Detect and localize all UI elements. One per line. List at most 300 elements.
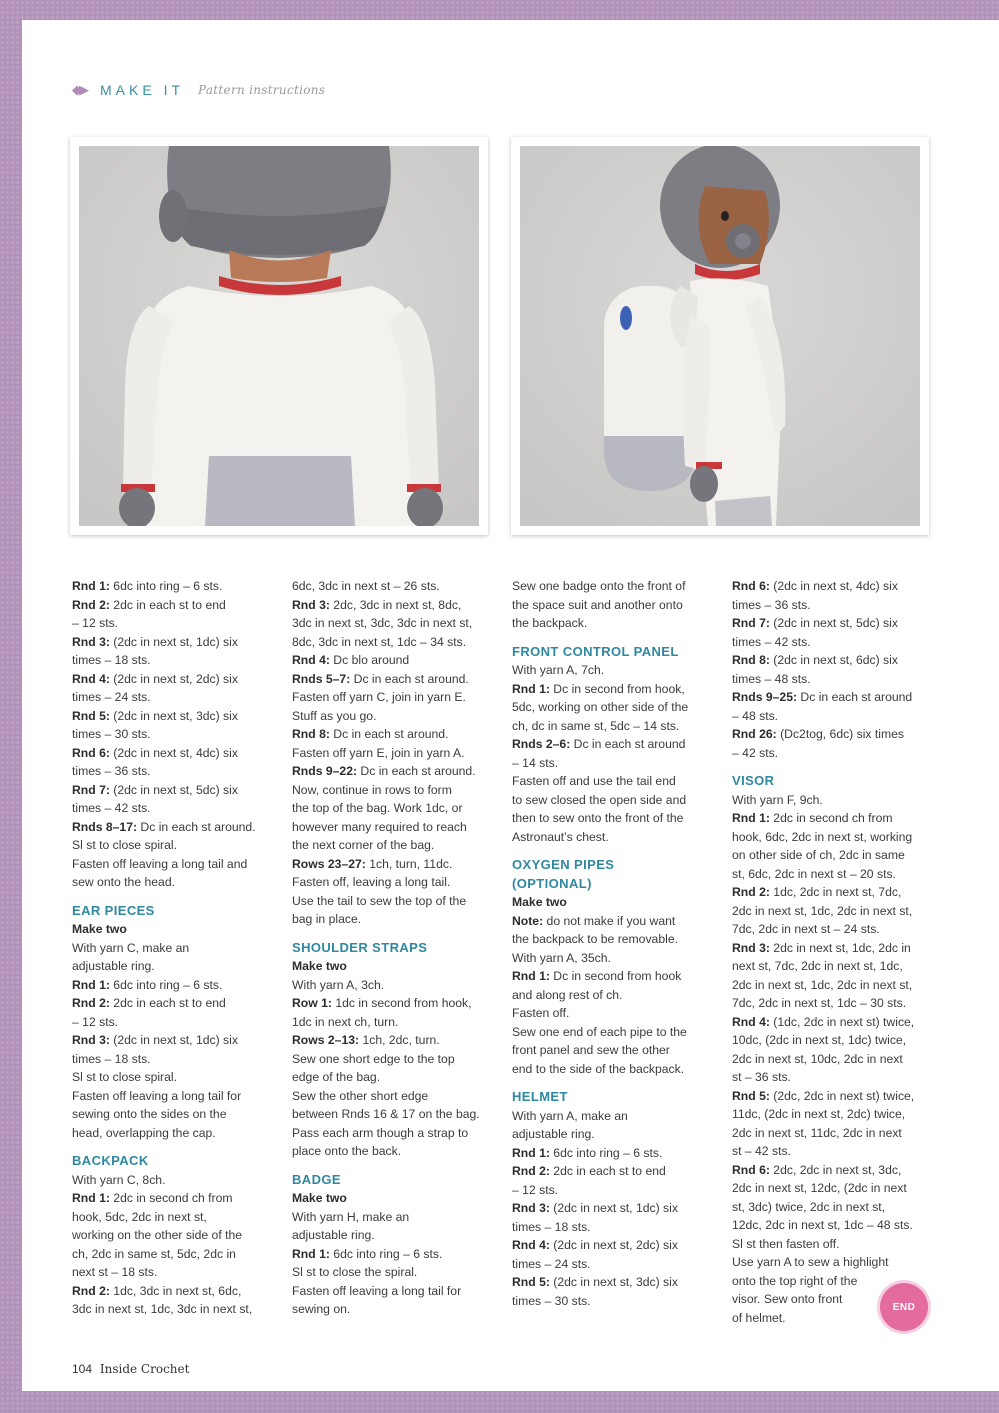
instruction-text: With yarn H, make an bbox=[292, 1209, 410, 1224]
section-heading: FRONT CONTROL PANEL bbox=[512, 643, 679, 659]
instruction-line bbox=[72, 781, 277, 800]
instruction-line bbox=[292, 1208, 497, 1227]
sub-heading: Make two bbox=[292, 959, 347, 973]
instruction-line bbox=[292, 873, 497, 892]
instruction-text: (2dc in next st, 1dc) six bbox=[109, 1033, 238, 1047]
section-heading: VISOR bbox=[732, 773, 775, 788]
instruction-line bbox=[732, 707, 937, 726]
instruction-text: (2dc, 2dc in next st) twice, bbox=[769, 1088, 915, 1103]
instruction-line bbox=[512, 1023, 717, 1042]
instruction-line bbox=[292, 596, 497, 615]
instruction-text: times – 42 sts. bbox=[732, 634, 811, 649]
instruction-text: ch, dc in same st, 5dc – 14 sts. bbox=[512, 718, 680, 733]
instruction-line bbox=[512, 809, 717, 828]
instruction-line bbox=[72, 633, 277, 652]
instruction-text: 7dc, 2dc in next st, 1dc – 30 sts. bbox=[732, 996, 907, 1010]
instruction-text: – 12 sts. bbox=[72, 616, 119, 630]
round-label: Rnd 5: bbox=[732, 1088, 770, 1103]
instruction-text: 2dc, 2dc in next st, 3dc, bbox=[769, 1162, 902, 1177]
instruction-text: With yarn A, 35ch. bbox=[512, 950, 611, 965]
instruction-line bbox=[732, 920, 937, 939]
instruction-line bbox=[72, 1105, 277, 1124]
section-subtitle: Pattern instructions bbox=[198, 83, 326, 97]
instruction-text: the backpack to be removable. bbox=[512, 932, 678, 946]
instruction-text: 2dc in next st, 10dc, 2dc in next bbox=[732, 1051, 903, 1066]
instruction-text: times – 30 sts. bbox=[72, 727, 151, 741]
instruction-text: (2dc in next st, 3dc) six bbox=[109, 708, 238, 723]
sub-heading: Make two bbox=[72, 922, 127, 936]
instruction-text: times – 42 sts. bbox=[72, 801, 151, 815]
text-column-3 bbox=[512, 577, 717, 1310]
instruction-text: Fasten off and use the tail end bbox=[512, 774, 676, 788]
section-heading: EAR PIECES bbox=[72, 902, 155, 918]
instruction-line bbox=[732, 828, 937, 847]
instruction-text: times – 18 sts. bbox=[72, 1051, 151, 1066]
instruction-line bbox=[292, 1282, 497, 1301]
round-label: Rnd 2: bbox=[732, 885, 770, 899]
instruction-text: 6dc into ring – 6 sts. bbox=[549, 1145, 663, 1160]
text-column-2 bbox=[292, 577, 497, 1319]
round-label: Rows 2–13: bbox=[292, 1033, 360, 1047]
instruction-text: Sew one short edge to the top bbox=[292, 1051, 455, 1066]
instruction-line bbox=[292, 799, 497, 818]
instruction-line bbox=[292, 994, 497, 1013]
instruction-line bbox=[732, 596, 937, 615]
instruction-line bbox=[72, 651, 277, 670]
instruction-line bbox=[72, 873, 277, 892]
instruction-line bbox=[732, 1216, 937, 1235]
round-label: Rnd 6: bbox=[732, 1162, 770, 1177]
instruction-text: 10dc, (2dc in next st, 1dc) twice, bbox=[732, 1033, 907, 1047]
instruction-text: of helmet. bbox=[732, 1310, 786, 1325]
instruction-line bbox=[732, 577, 937, 596]
instruction-text: Astronaut’s chest. bbox=[512, 829, 609, 844]
instruction-text: times – 30 sts. bbox=[512, 1293, 591, 1308]
instruction-line bbox=[512, 577, 717, 596]
round-label: Rnds 9–25: bbox=[732, 690, 798, 704]
instruction-line bbox=[512, 661, 717, 680]
instruction-line bbox=[512, 1255, 717, 1274]
sub-heading: Make two bbox=[512, 895, 567, 909]
instruction-text: adjustable ring. bbox=[512, 1127, 595, 1141]
instruction-line bbox=[292, 614, 497, 633]
instruction-text: next st, 7dc, 2dc in next st, 1dc, bbox=[732, 959, 903, 973]
section-title: MAKE IT bbox=[100, 82, 185, 98]
instruction-text: Fasten off leaving a long tail for bbox=[72, 1088, 242, 1103]
instruction-text: 2dc in each st to end bbox=[549, 1164, 666, 1178]
instruction-text: head, overlapping the cap. bbox=[72, 1125, 216, 1140]
instruction-text: 1ch, 2dc, turn. bbox=[359, 1033, 440, 1047]
instruction-line bbox=[732, 614, 937, 633]
round-label: Rnd 2: bbox=[72, 996, 110, 1010]
instruction-line bbox=[72, 670, 277, 689]
instruction-line bbox=[512, 1004, 717, 1023]
instruction-text: place onto the back. bbox=[292, 1144, 402, 1158]
instruction-line bbox=[732, 1068, 937, 1087]
instruction-line bbox=[292, 670, 497, 689]
instruction-text: Fasten off. bbox=[512, 1006, 570, 1020]
instruction-text: Dc in each st around. bbox=[357, 764, 476, 778]
instruction-text: Use the tail to sew the top of the bbox=[292, 893, 467, 908]
instruction-text: times – 24 sts. bbox=[512, 1256, 591, 1271]
instruction-line bbox=[512, 1125, 717, 1144]
instruction-text: Dc in second from hook bbox=[549, 969, 682, 983]
instruction-text: the space suit and another onto bbox=[512, 597, 683, 612]
instruction-line bbox=[72, 725, 277, 744]
instruction-text: sewing on. bbox=[292, 1302, 351, 1316]
instruction-text: – 42 sts. bbox=[732, 745, 779, 760]
instruction-text: Sew the other short edge bbox=[292, 1088, 429, 1103]
instruction-line bbox=[292, 1068, 497, 1087]
round-label: Rows 23–27: bbox=[292, 856, 366, 871]
instruction-line bbox=[72, 1087, 277, 1106]
instruction-line bbox=[72, 1189, 277, 1208]
page-border-bottom bbox=[0, 1391, 999, 1413]
instruction-text: Now, continue in rows to form bbox=[292, 782, 452, 797]
instruction-text: 2dc in next st, 12dc, (2dc in next bbox=[732, 1181, 907, 1195]
instruction-text: 2dc in next st, 1dc, 2dc in next st, bbox=[732, 977, 913, 992]
instruction-line bbox=[292, 818, 497, 837]
instruction-text: Dc in each st around. bbox=[350, 671, 469, 686]
instruction-line bbox=[72, 1171, 277, 1190]
instruction-text: 3dc in next st, 1dc, 3dc in next st, bbox=[72, 1302, 253, 1316]
instruction-text: (1dc, 2dc in next st) twice, bbox=[769, 1014, 915, 1029]
double-arrow-icon: ◆▶ bbox=[72, 82, 86, 97]
round-label: Rnds 5–7: bbox=[292, 671, 351, 686]
round-label: Rnd 2: bbox=[72, 597, 110, 612]
instruction-line bbox=[72, 707, 277, 726]
instruction-line bbox=[292, 892, 497, 911]
round-label: Rnd 3: bbox=[732, 940, 770, 955]
section-heading: OXYGEN PIPES bbox=[512, 857, 615, 872]
instruction-text: Pass each arm though a strap to bbox=[292, 1125, 469, 1140]
section-heading: BACKPACK bbox=[72, 1153, 149, 1168]
page-footer bbox=[72, 1362, 189, 1376]
instruction-text: st – 42 sts. bbox=[732, 1144, 791, 1158]
instruction-line bbox=[732, 1087, 937, 1106]
instruction-text: Sl st to close the spiral. bbox=[292, 1265, 418, 1279]
instruction-line bbox=[512, 680, 717, 699]
instruction-line bbox=[732, 791, 937, 810]
round-label: Rnd 5: bbox=[512, 1275, 550, 1289]
instruction-text: (2dc in next st, 1dc) six bbox=[109, 634, 238, 649]
round-label: Row 1: bbox=[292, 996, 332, 1010]
instruction-text: (2dc in next st, 4dc) six bbox=[769, 579, 898, 593]
instruction-line bbox=[292, 1087, 497, 1106]
instruction-text: 1dc in second from hook, bbox=[331, 996, 472, 1010]
instruction-line bbox=[732, 651, 937, 670]
instruction-line bbox=[732, 1235, 937, 1254]
text-column-1 bbox=[72, 577, 277, 1319]
instruction-line bbox=[732, 1161, 937, 1180]
instruction-text: times – 18 sts. bbox=[512, 1219, 591, 1234]
instruction-text: Dc blo around bbox=[329, 653, 410, 667]
instruction-line bbox=[72, 1013, 277, 1032]
instruction-line bbox=[732, 957, 937, 976]
instruction-line bbox=[72, 1031, 277, 1050]
instruction-text: Sew one end of each pipe to the bbox=[512, 1024, 687, 1039]
round-label: Rnd 1: bbox=[72, 1191, 110, 1205]
round-label: Rnd 1: bbox=[512, 681, 550, 696]
instruction-text: times – 48 sts. bbox=[732, 671, 811, 686]
round-label: Rnd 4: bbox=[292, 653, 330, 667]
instruction-text: 12dc, 2dc in next st, 1dc – 48 sts. bbox=[732, 1218, 913, 1232]
instruction-text: – 48 sts. bbox=[732, 708, 779, 723]
instruction-text: bag in place. bbox=[292, 912, 362, 926]
instruction-text: 11dc, (2dc in next st, 2dc) twice, bbox=[732, 1107, 906, 1121]
instruction-text: 1ch, turn, 11dc. bbox=[365, 856, 453, 871]
instruction-line bbox=[292, 781, 497, 800]
instruction-text: sew onto the head. bbox=[72, 875, 175, 889]
instruction-line bbox=[292, 633, 497, 652]
instruction-line bbox=[732, 1105, 937, 1124]
instruction-line bbox=[512, 930, 717, 949]
instruction-text: (2dc in next st, 2dc) six bbox=[109, 671, 238, 686]
round-label: Rnd 6: bbox=[732, 579, 770, 593]
instruction-text: between Rnds 16 & 17 on the bag. bbox=[292, 1107, 480, 1121]
instruction-text: times – 36 sts. bbox=[72, 764, 151, 778]
instruction-text: Sl st then fasten off. bbox=[732, 1236, 840, 1251]
page-number: 104 bbox=[72, 1362, 93, 1376]
instruction-line bbox=[732, 1253, 937, 1272]
instruction-line bbox=[512, 772, 717, 791]
instruction-text: hook, 5dc, 2dc in next st, bbox=[72, 1209, 207, 1224]
instruction-line bbox=[72, 1300, 277, 1319]
instruction-text: 1dc in next ch, turn. bbox=[292, 1014, 399, 1029]
instruction-text: Dc in second from hook, bbox=[549, 681, 685, 696]
instruction-text: 1dc, 2dc in next st, 7dc, bbox=[769, 885, 902, 899]
instruction-line bbox=[512, 698, 717, 717]
instruction-line bbox=[72, 799, 277, 818]
instruction-line bbox=[732, 939, 937, 958]
instruction-text: the backpack. bbox=[512, 616, 588, 630]
photo-astronaut-side bbox=[511, 137, 929, 535]
instruction-line bbox=[732, 1124, 937, 1143]
instruction-line bbox=[292, 707, 497, 726]
instruction-text: 8dc, 3dc in next st, 1dc – 34 sts. bbox=[292, 634, 467, 649]
instruction-line bbox=[292, 1245, 497, 1264]
section-heading: SHOULDER STRAPS bbox=[292, 939, 428, 955]
instruction-line bbox=[72, 836, 277, 855]
astronaut-side-illustration bbox=[520, 146, 920, 526]
instruction-line bbox=[512, 912, 717, 931]
instruction-text: st, 6dc, 2dc in next st – 20 sts. bbox=[732, 866, 896, 881]
instruction-text: ch, 2dc in same st, 5dc, 2dc in bbox=[72, 1246, 236, 1261]
instruction-text: end to the side of the backpack. bbox=[512, 1061, 685, 1076]
instruction-line bbox=[72, 1208, 277, 1227]
instruction-text: 3dc in next st, 3dc, 3dc in next st, bbox=[292, 616, 473, 630]
page-border-left bbox=[0, 0, 22, 1413]
instruction-line bbox=[732, 1031, 937, 1050]
instruction-text: With yarn A, make an bbox=[512, 1108, 628, 1123]
instruction-line bbox=[292, 855, 497, 874]
instruction-line bbox=[732, 633, 937, 652]
instruction-text: Dc in each st around bbox=[570, 737, 686, 751]
instruction-text: Fasten off leaving a long tail and bbox=[72, 856, 248, 871]
instruction-text: (2dc in next st, 3dc) six bbox=[549, 1275, 678, 1289]
instruction-text: to sew closed the open side and bbox=[512, 792, 687, 807]
round-label: Rnd 3: bbox=[72, 634, 110, 649]
sub-heading: Make two bbox=[292, 1191, 347, 1205]
instruction-line bbox=[292, 1124, 497, 1143]
round-label: Rnd 3: bbox=[292, 597, 330, 612]
instruction-line bbox=[512, 967, 717, 986]
instruction-text: and along rest of ch. bbox=[512, 987, 623, 1002]
instruction-line bbox=[512, 949, 717, 968]
instruction-text: With yarn F, 9ch. bbox=[732, 792, 823, 807]
round-label: Rnd 2: bbox=[512, 1164, 550, 1178]
instruction-line bbox=[72, 939, 277, 958]
instruction-text: 6dc into ring – 6 sts. bbox=[109, 977, 223, 992]
instruction-line bbox=[292, 725, 497, 744]
instruction-text: st – 36 sts. bbox=[732, 1070, 791, 1084]
instruction-text: 2dc in next st, 1dc, 2dc in bbox=[769, 940, 911, 955]
instruction-line bbox=[732, 994, 937, 1013]
instruction-line bbox=[292, 1050, 497, 1069]
astronaut-back-illustration bbox=[79, 146, 479, 526]
instruction-line bbox=[72, 688, 277, 707]
instruction-text: Stuff as you go. bbox=[292, 708, 377, 723]
instruction-text: With yarn C, 8ch. bbox=[72, 1172, 166, 1187]
instruction-text: on other side of ch, 2dc in same bbox=[732, 848, 905, 862]
instruction-text: (2dc in next st, 2dc) six bbox=[549, 1238, 678, 1252]
instruction-line bbox=[512, 596, 717, 615]
section-heading: (OPTIONAL) bbox=[512, 875, 592, 891]
instruction-line bbox=[732, 1142, 937, 1161]
instruction-line bbox=[292, 744, 497, 763]
instruction-text: Fasten off yarn E, join in yarn A. bbox=[292, 745, 465, 760]
instruction-text: visor. Sew onto front bbox=[732, 1292, 843, 1306]
instruction-text: (2dc in next st, 1dc) six bbox=[549, 1201, 678, 1215]
round-label: Rnd 4: bbox=[72, 671, 110, 686]
instruction-line bbox=[512, 1273, 717, 1292]
instruction-text: Dc in each st around. bbox=[329, 727, 449, 741]
instruction-line bbox=[292, 651, 497, 670]
instruction-line bbox=[732, 976, 937, 995]
instruction-text: With yarn C, make an bbox=[72, 940, 190, 955]
instruction-text: front panel and sew the other bbox=[512, 1043, 670, 1057]
section-heading: BADGE bbox=[292, 1171, 341, 1187]
instruction-text: 2dc in next st, 11dc, 2dc in next bbox=[732, 1125, 902, 1140]
instruction-line bbox=[512, 986, 717, 1005]
instruction-text: the top of the bag. Work 1dc, or bbox=[292, 801, 463, 815]
instruction-line bbox=[732, 865, 937, 884]
instruction-line bbox=[732, 809, 937, 828]
instruction-line bbox=[512, 614, 717, 633]
instruction-line bbox=[292, 836, 497, 855]
round-label: Rnd 1: bbox=[72, 977, 110, 992]
instruction-text: Fasten off leaving a long tail for bbox=[292, 1283, 462, 1298]
instruction-line bbox=[72, 596, 277, 615]
instruction-text: sewing onto the sides on the bbox=[72, 1107, 227, 1121]
instruction-line bbox=[72, 1245, 277, 1264]
instruction-text: (2dc in next st, 4dc) six bbox=[109, 745, 238, 760]
instruction-line bbox=[732, 846, 937, 865]
instruction-line bbox=[292, 1105, 497, 1124]
instruction-text: (2dc in next st, 5dc) six bbox=[769, 616, 898, 630]
round-label: Rnd 7: bbox=[732, 616, 770, 630]
round-label: Rnd 8: bbox=[732, 653, 770, 667]
instruction-text: 2dc in each st to end bbox=[109, 996, 226, 1010]
round-label: Rnds 9–22: bbox=[292, 764, 358, 778]
end-badge: END bbox=[880, 1283, 928, 1331]
instruction-text: Sl st to close spiral. bbox=[72, 1070, 177, 1084]
instruction-line bbox=[72, 1068, 277, 1087]
instruction-line bbox=[512, 1181, 717, 1200]
instruction-line bbox=[72, 1282, 277, 1301]
instruction-line bbox=[292, 1300, 497, 1319]
text-column-4 bbox=[732, 577, 937, 1327]
round-label: Rnd 1: bbox=[72, 579, 110, 593]
round-label: Rnd 1: bbox=[512, 969, 550, 983]
instruction-text: 6dc into ring – 6 sts. bbox=[329, 1246, 443, 1261]
instruction-line bbox=[512, 1041, 717, 1060]
instruction-line bbox=[732, 1050, 937, 1069]
instruction-line bbox=[512, 1060, 717, 1079]
round-label: Rnd 5: bbox=[72, 708, 110, 723]
round-label: Rnd 8: bbox=[292, 727, 330, 741]
instruction-line bbox=[732, 1013, 937, 1032]
instruction-line bbox=[72, 818, 277, 837]
instruction-line bbox=[512, 735, 717, 754]
instruction-text: 2dc, 3dc in next st, 8dc, bbox=[329, 597, 462, 612]
instruction-line bbox=[292, 1031, 497, 1050]
round-label: Rnd 1: bbox=[732, 811, 770, 825]
instruction-line bbox=[512, 1162, 717, 1181]
instruction-line bbox=[512, 1292, 717, 1311]
instruction-text: Fasten off yarn C, join in yarn E. bbox=[292, 690, 466, 704]
round-label: Rnd 4: bbox=[732, 1014, 770, 1029]
instruction-line bbox=[72, 744, 277, 763]
round-label: Rnd 2: bbox=[72, 1283, 110, 1298]
round-label: Rnd 7: bbox=[72, 782, 110, 797]
instruction-text: however many required to reach bbox=[292, 819, 467, 834]
instruction-line bbox=[512, 754, 717, 773]
instruction-text: (2dc in next st, 6dc) six bbox=[769, 653, 898, 667]
instruction-text: times – 24 sts. bbox=[72, 690, 151, 704]
page-border-top bbox=[0, 0, 999, 20]
round-label: Rnd 26: bbox=[732, 727, 777, 741]
round-label: Note: bbox=[512, 913, 544, 928]
round-label: Rnd 6: bbox=[72, 745, 110, 760]
instruction-text: adjustable ring. bbox=[72, 959, 155, 973]
instruction-text: Use yarn A to sew a highlight bbox=[732, 1255, 889, 1269]
instruction-line bbox=[72, 994, 277, 1013]
round-label: Rnd 1: bbox=[292, 1246, 330, 1261]
instruction-text: – 12 sts. bbox=[512, 1182, 559, 1197]
instruction-text: next st – 18 sts. bbox=[72, 1265, 158, 1279]
instruction-text: Dc in each st around bbox=[797, 690, 913, 704]
instruction-text: do not make if you want bbox=[543, 913, 676, 928]
instruction-line bbox=[292, 1226, 497, 1245]
instruction-line bbox=[512, 791, 717, 810]
instruction-text: 7dc, 2dc in next st – 24 sts. bbox=[732, 922, 880, 936]
instruction-line bbox=[292, 688, 497, 707]
instruction-line bbox=[732, 670, 937, 689]
instruction-line bbox=[732, 1179, 937, 1198]
instruction-line bbox=[512, 1236, 717, 1255]
instruction-text: 6dc into ring – 6 sts. bbox=[109, 579, 223, 593]
instruction-line bbox=[292, 976, 497, 995]
instruction-text: – 14 sts. bbox=[512, 755, 559, 770]
instruction-line bbox=[732, 725, 937, 744]
instruction-text: (2dc in next st, 5dc) six bbox=[109, 782, 238, 797]
round-label: Rnd 3: bbox=[72, 1033, 110, 1047]
magazine-name: Inside Crochet bbox=[99, 1362, 190, 1376]
instruction-text: times – 18 sts. bbox=[72, 653, 151, 667]
instruction-line bbox=[512, 1144, 717, 1163]
instruction-text: adjustable ring. bbox=[292, 1228, 375, 1242]
